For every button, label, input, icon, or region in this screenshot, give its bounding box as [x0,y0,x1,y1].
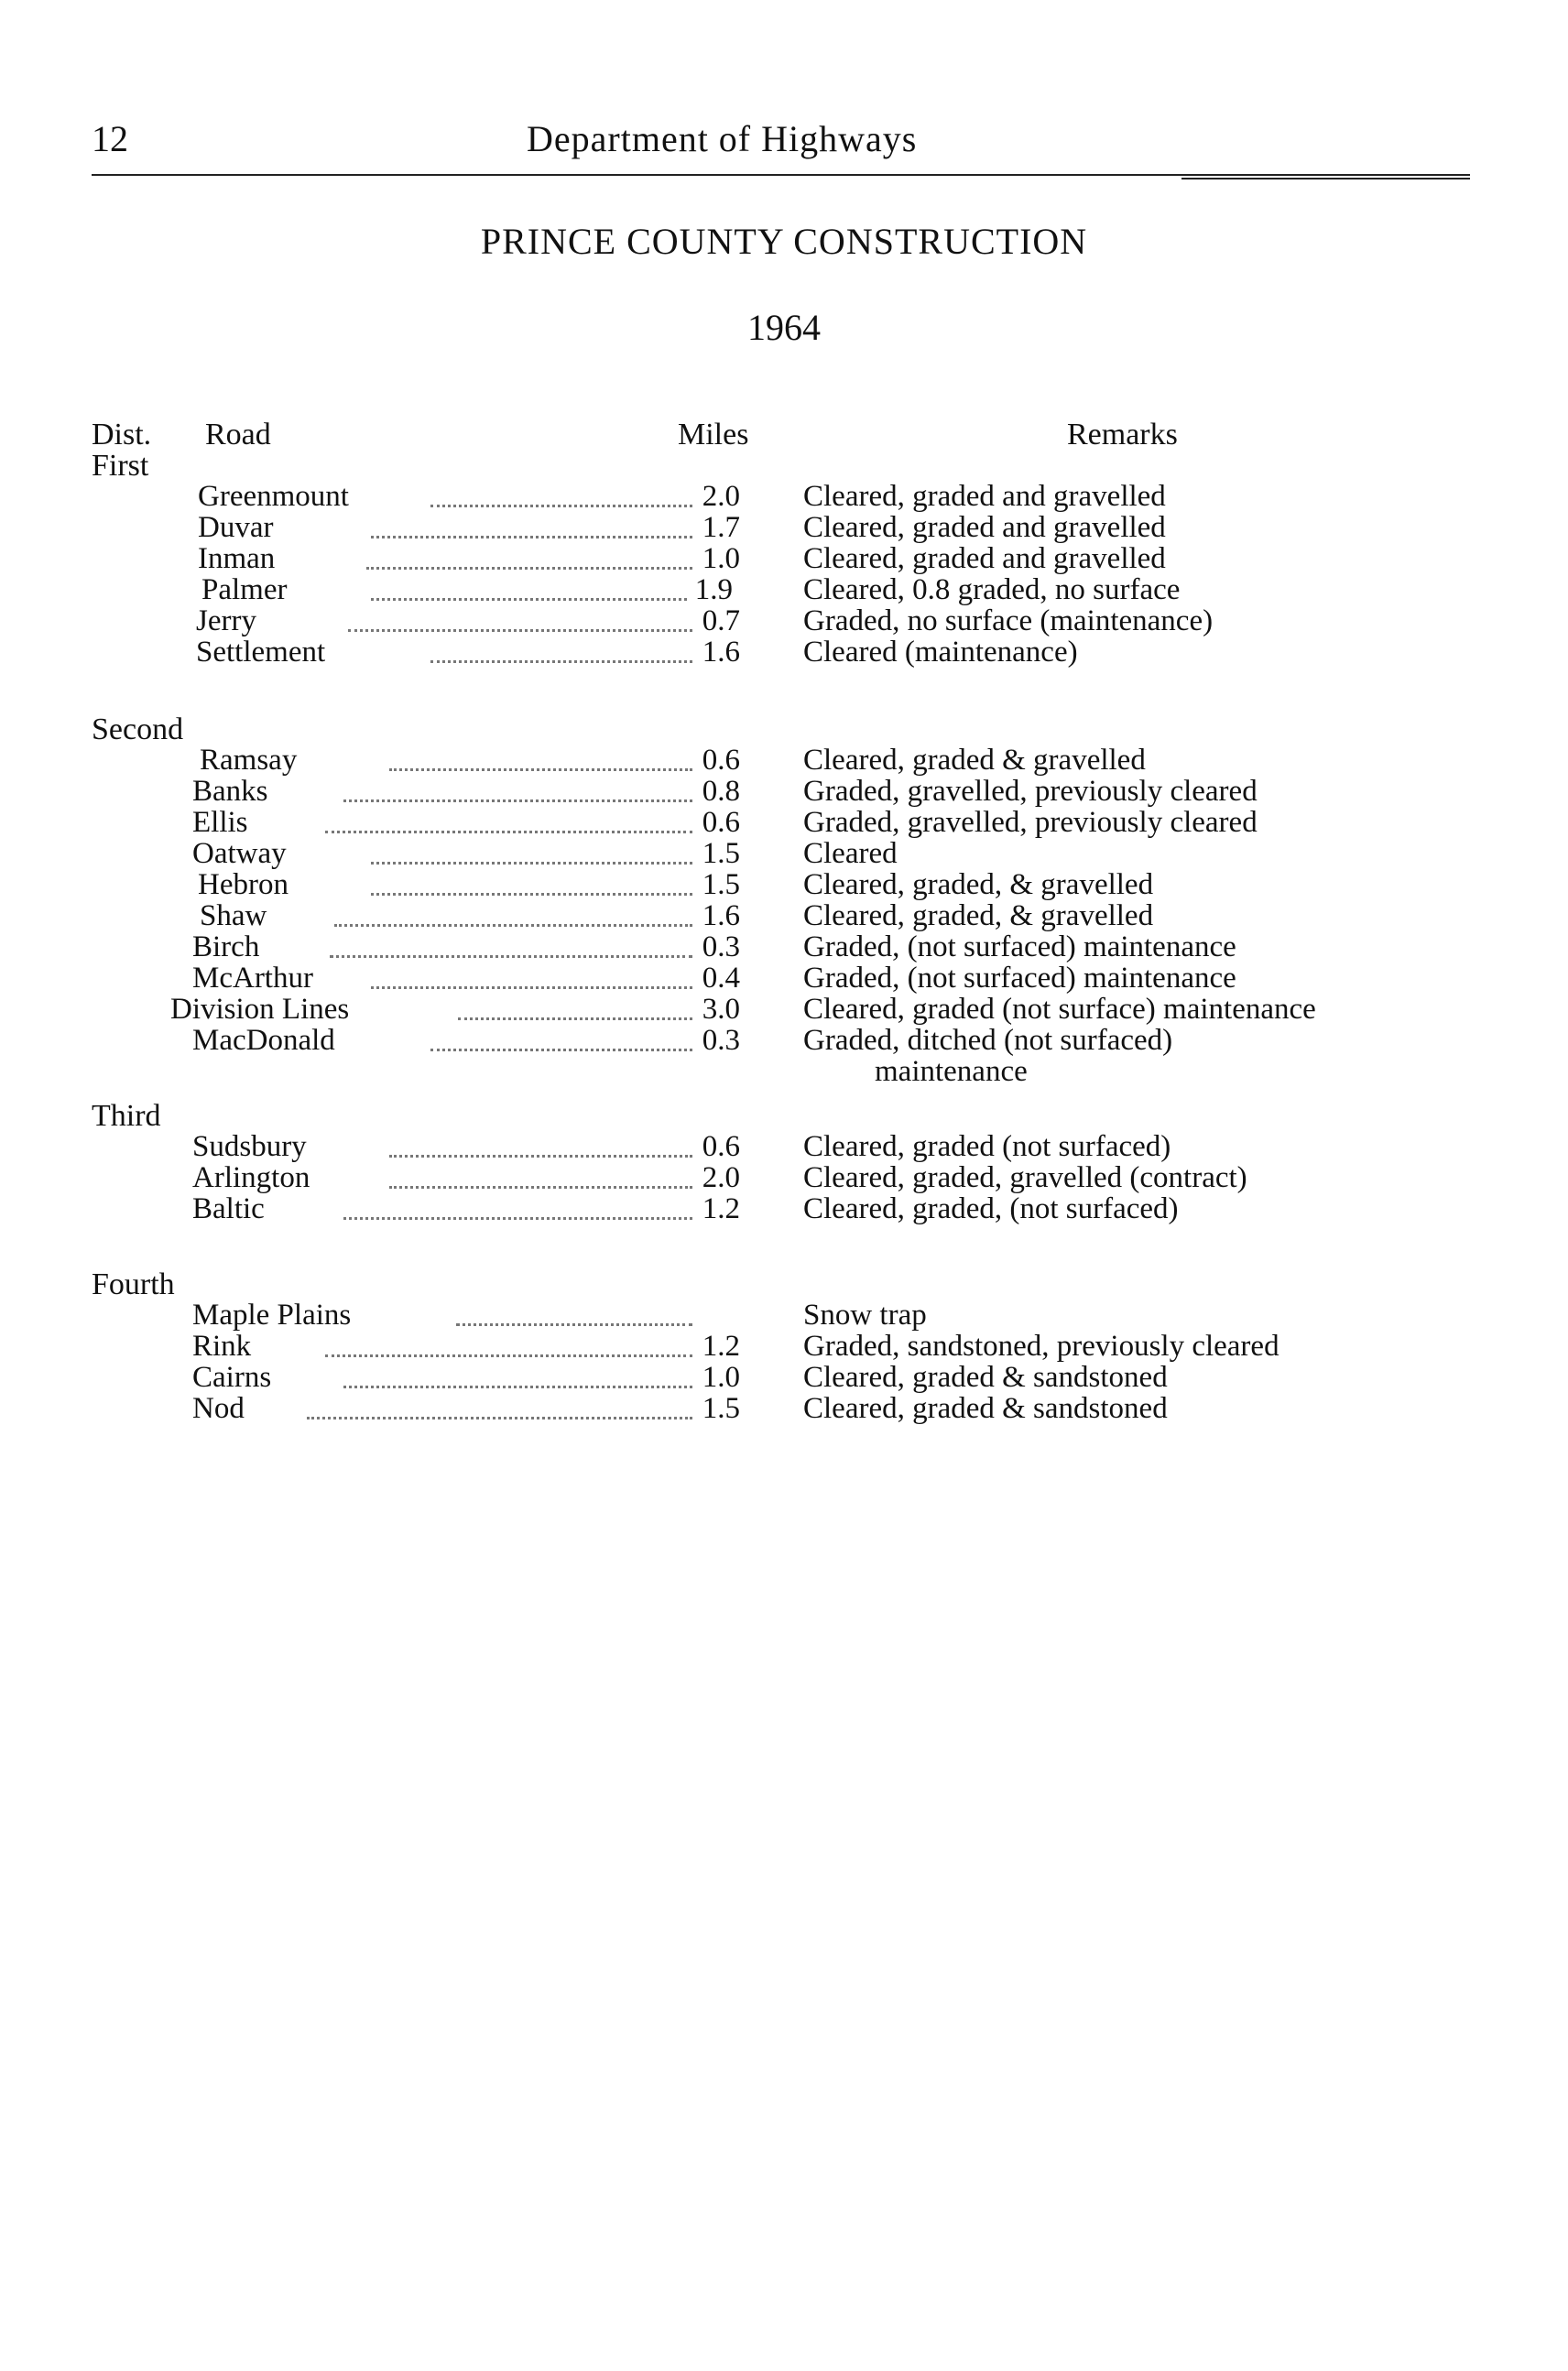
dot-leader [307,1417,692,1419]
dot-leader [430,660,692,663]
column-header-remarks: Remarks [1067,418,1178,451]
dot-leader [371,986,692,989]
dot-leader [366,567,692,570]
road-miles: 1.5 [702,837,740,870]
road-name: Palmer [201,573,288,606]
dot-leader [458,1017,692,1020]
road-miles: 0.8 [702,775,740,808]
road-miles: 1.5 [702,868,740,901]
table-row [0,899,1568,930]
road-name: Oatway [192,837,287,870]
page-number: 12 [92,118,128,159]
district-label-second: Second [92,712,184,746]
road-remarks: Cleared, graded and gravelled [803,542,1166,575]
dot-leader [325,831,692,833]
road-name: Banks [192,775,268,808]
page-header [92,117,1470,172]
road-name: Shaw [200,899,267,932]
table-row [0,1192,1568,1224]
road-name: Settlement [196,636,326,669]
road-miles: 0.3 [702,1024,740,1057]
dot-leader [371,893,692,896]
road-remarks: Cleared, graded (not surface) maintenance [803,993,1316,1026]
road-name: Ellis [192,806,248,839]
table-row [0,636,1568,667]
page-year: 1964 [747,307,821,348]
road-miles: 1.2 [702,1192,740,1225]
road-remarks: Snow trap [803,1299,927,1332]
road-remarks: Cleared, graded, & gravelled [803,899,1154,932]
road-name: Nod [192,1392,245,1425]
road-remarks: Cleared, graded, (not surfaced) [803,1192,1179,1225]
dot-leader [389,768,692,771]
road-remarks: Graded, gravelled, previously cleared [803,775,1258,808]
dot-leader [389,1186,692,1189]
table-row [0,1161,1568,1192]
road-remarks: Graded, gravelled, previously cleared [803,806,1258,839]
table-row [0,604,1568,636]
road-remarks: Cleared, graded & gravelled [803,744,1146,777]
table-row [0,511,1568,542]
road-remarks: Graded, ditched (not surfaced) [803,1024,1173,1057]
district-label-first: First [92,449,149,483]
road-remarks: Graded, sandstoned, previously cleared [803,1330,1279,1363]
dot-leader [371,598,687,601]
road-remarks: Cleared, graded & sandstoned [803,1392,1168,1425]
road-remarks: Cleared, graded, & gravelled [803,868,1154,901]
table-row [0,542,1568,573]
road-miles: 3.0 [702,993,740,1026]
dot-leader [334,924,692,927]
road-name: Inman [198,542,276,575]
dot-leader [330,955,692,958]
table-row [0,1392,1568,1423]
dot-leader [325,1354,692,1357]
dot-leader [430,505,692,507]
road-miles: 1.6 [702,636,740,669]
road-name: Greenmount [198,480,349,513]
dot-leader [371,862,692,865]
table-row [0,993,1568,1024]
road-name: Division Lines [170,993,350,1026]
road-remarks: Graded, no surface (maintenance) [803,604,1214,637]
road-name: Arlington [192,1161,310,1194]
road-name: Birch [192,930,260,963]
dot-leader [343,1386,692,1388]
road-miles: 2.0 [702,480,740,513]
column-header-road: Road [205,418,271,451]
table-row [0,775,1568,806]
road-miles: 1.7 [702,511,740,544]
table-row [0,1330,1568,1361]
page-title: PRINCE COUNTY CONSTRUCTION [480,221,1088,262]
road-remarks: Graded, (not surfaced) maintenance [803,962,1236,995]
road-miles: 0.4 [702,962,740,995]
table-row [0,837,1568,868]
road-name: McArthur [192,962,313,995]
column-header-dist: Dist. [92,418,152,451]
table-row [0,962,1568,993]
road-name: Jerry [196,604,256,637]
table-row [0,1361,1568,1392]
table-row [0,573,1568,604]
dot-leader [456,1323,692,1326]
header-rule-double [1181,178,1470,179]
table-row [0,480,1568,511]
road-name: Hebron [198,868,289,901]
road-miles: 0.6 [702,744,740,777]
road-miles: 1.6 [702,899,740,932]
road-remarks: Cleared, graded, gravelled (contract) [803,1161,1247,1194]
road-miles: 1.0 [702,542,740,575]
road-remarks: Cleared, graded & sandstoned [803,1361,1168,1394]
road-name: MacDonald [192,1024,335,1057]
dot-leader [389,1155,692,1158]
road-miles: 1.5 [702,1392,740,1425]
road-name: Ramsay [200,744,298,777]
table-row [0,806,1568,837]
road-miles: 0.3 [702,930,740,963]
dot-leader [371,536,692,538]
road-miles: 2.0 [702,1161,740,1194]
road-remarks: Cleared [803,837,898,870]
road-miles: 0.6 [702,1130,740,1163]
road-name: Rink [192,1330,252,1363]
road-remarks: Cleared, 0.8 graded, no surface [803,573,1181,606]
column-header-miles: Miles [678,418,749,451]
road-remarks: Cleared, graded and gravelled [803,480,1166,513]
road-name: Sudsbury [192,1130,307,1163]
road-miles: 1.9 [694,573,733,606]
road-miles: 0.6 [702,806,740,839]
running-head: Department of Highways [527,118,918,159]
road-remarks: Cleared (maintenance) [803,636,1078,669]
road-remarks: Cleared, graded and gravelled [803,511,1166,544]
road-miles: 0.7 [702,604,740,637]
table-row [0,868,1568,899]
table-row [0,930,1568,962]
road-name: Duvar [198,511,274,544]
road-name: Baltic [192,1192,265,1225]
road-name: Maple Plains [192,1299,352,1332]
dot-leader [430,1049,692,1051]
district-label-third: Third [92,1099,161,1133]
road-miles: 1.2 [702,1330,740,1363]
dot-leader [348,629,692,632]
table-row [0,744,1568,775]
road-name: Cairns [192,1361,272,1394]
table-row-continuation [0,1055,1568,1086]
road-remarks: Cleared, graded (not surfaced) [803,1130,1171,1163]
header-rule [92,174,1470,176]
dot-leader [343,1217,692,1220]
district-label-fourth: Fourth [92,1267,175,1301]
road-remarks: Graded, (not surfaced) maintenance [803,930,1236,963]
table-row [0,1299,1568,1330]
table-row [0,1024,1568,1055]
road-miles: 1.0 [702,1361,740,1394]
road-remarks-continuation: maintenance [875,1055,1028,1088]
dot-leader [343,799,692,802]
table-row [0,1130,1568,1161]
